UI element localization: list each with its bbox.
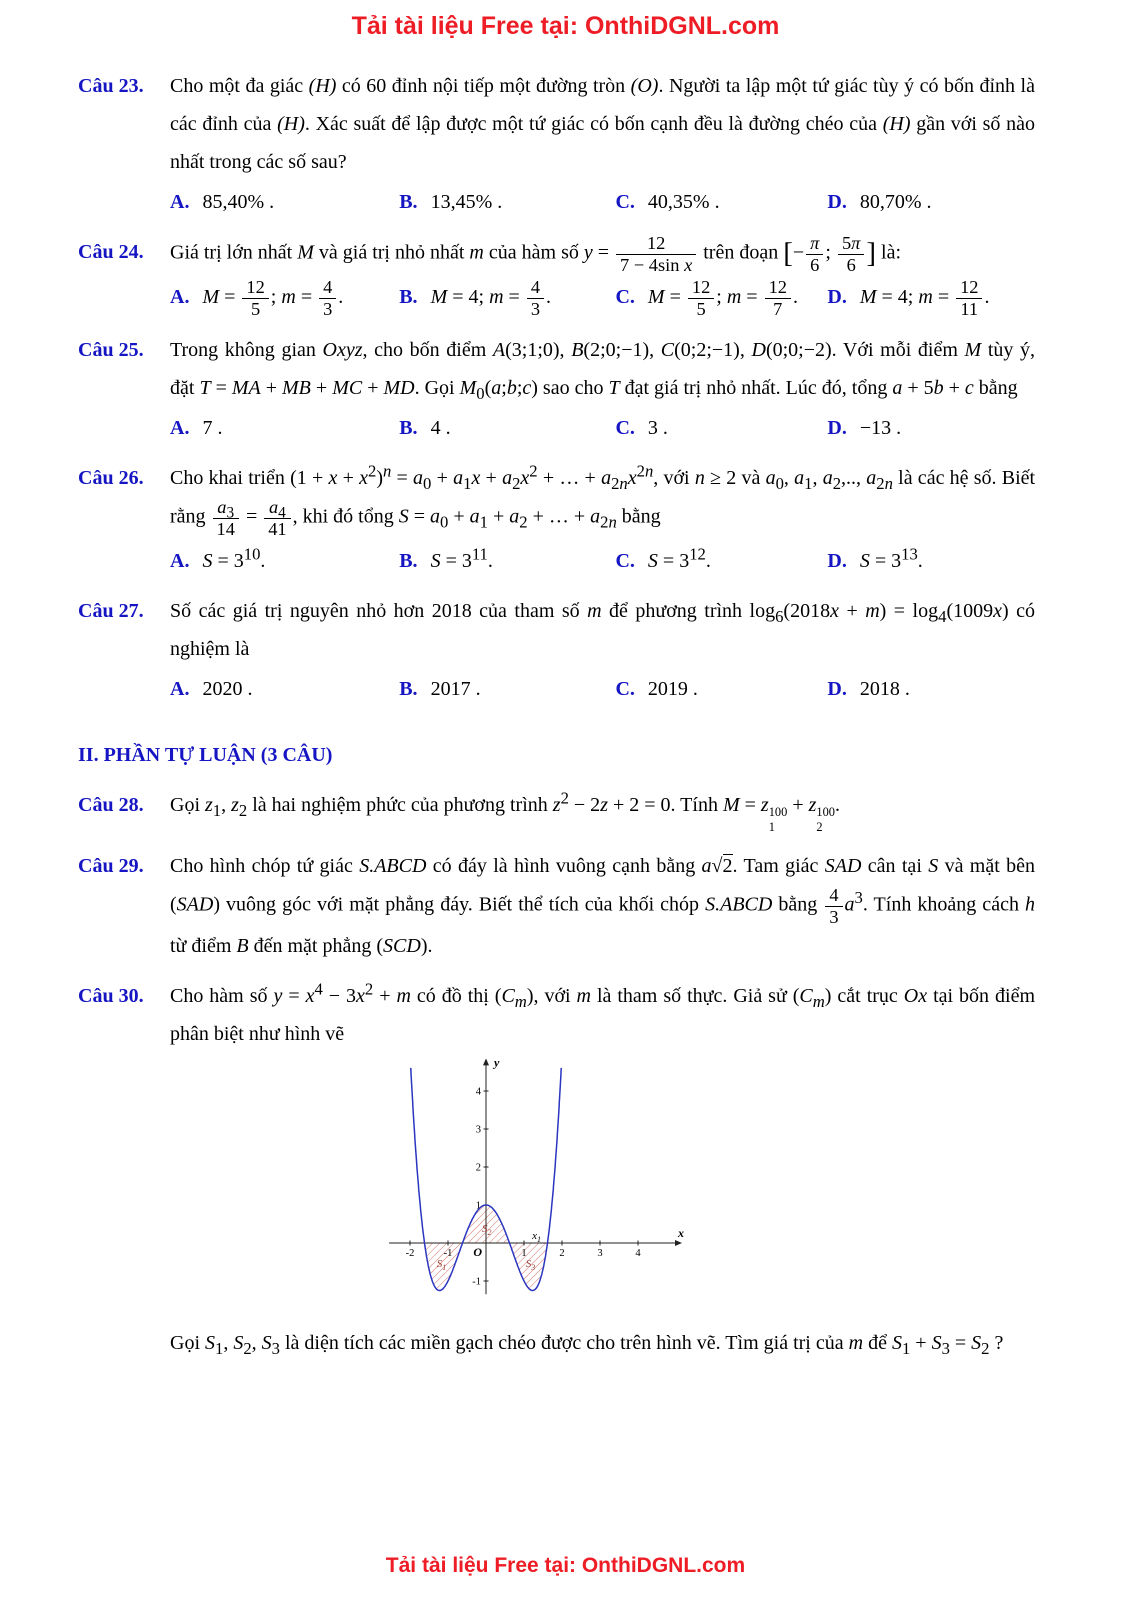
option-value: M = $\frac{12}{5}$ ; m = $\frac{12}{7}$ . [647,277,798,319]
question-23-label: Câu 23. [78,75,144,97]
question-26-options [170,542,1035,580]
question-26-option-B [399,542,615,580]
svg-text:4: 4 [475,1086,481,1098]
question-27 [78,592,1035,708]
question-25 [78,331,1035,447]
question-24-option-B [399,277,615,319]
option-value: 2020 . [202,677,253,700]
question-30-label: Câu 30. [78,985,144,1008]
question-24-body [170,233,1035,319]
question-28 [78,786,1035,835]
option-letter: C. [615,677,635,700]
option-value: M = 4; m = $\frac{4}{3}$ . [430,277,552,319]
option-value: $S = 3^{12}$. [647,544,711,572]
option-letter: D. [827,417,847,440]
section-title-tu-luan: II. PHẦN TỰ LUẬN (3 CÂU) [78,743,333,766]
option-value: 2019 . [647,677,698,700]
svg-text:1: 1 [475,1200,481,1212]
question-25-option-A [170,409,399,447]
option-letter: B. [399,549,418,572]
question-25-option-D [827,409,1035,447]
svg-text:S3: $S_3$ [525,1257,535,1272]
option-value: 2017 . [430,677,481,700]
question-26-text: Cho khai triển $(1 + x + x^2)^n = a_0 + a_1x + a_2x^2$ + … + $a_{2n}x^{2n}$, với n ≥ 2 và $a_0$, $a_1$, $a_2$,.., $a_{2n}$ là các hệ số. Biết rằng $\frac{a_3}{14}$ = $\frac{a_4}{41}$ , khi đó tổng $S = a_0 + a_1 + a_2$ + … + $a_{2n}$ bằng [170,461,1036,540]
option-letter: D. [827,549,847,572]
svg-text:S2: $S_2$ [481,1223,492,1238]
question-27-options [170,670,1035,708]
question-23-option-C [615,183,827,221]
question-27-body [170,592,1035,708]
option-letter: A. [170,285,190,308]
svg-text:y: y [493,1059,499,1070]
quartic-graph [383,1059,713,1305]
question-24 [78,233,1035,319]
option-value: 2018 . [859,677,910,700]
option-value: 85,40% . [202,191,275,213]
option-value: 3 . [647,417,668,440]
option-letter: B. [399,677,418,700]
svg-text:S1: $S_1$ [436,1257,446,1272]
svg-text:-1: -1 [471,1276,481,1288]
question-30-figure [170,1059,1035,1318]
question-24-option-A [170,277,399,319]
option-value: $S = 3^{11}$. [430,544,493,572]
option-letter: B. [399,191,418,213]
question-28-text: Gọi $z_1$, $z_2$ là hai nghiệm phức của phương trình $z^2 - 2z + 2 = 0$. Tính M = z 100 1 + z 100 2 . [170,788,840,835]
question-28-body [170,786,1035,835]
question-25-label: Câu 25. [78,339,144,362]
question-29 [78,847,1035,965]
option-value: M = 4; m = $\frac{12}{11}$ . [859,277,990,319]
option-letter: A. [170,417,190,440]
question-26 [78,459,1035,579]
svg-text:x: x [677,1226,684,1241]
option-value: 4 . [430,417,451,440]
question-29-body [170,847,1035,965]
option-letter: D. [827,285,847,308]
question-25-options [170,409,1035,447]
option-letter: C. [615,191,635,213]
question-30-text: Cho hàm số $y = x^4 - 3x^2 + m$ có đồ thị $(C_m)$, với m là tham số thực. Giả sử $(C_m)$ cắt trục Ox tại bốn điểm phân biệt như hình vẽ [170,979,1035,1046]
question-25-option-B [399,409,615,447]
svg-text:x1: $x_1$ [531,1230,541,1245]
footer-banner: Tải tài liệu Free tại: OnthiDGNL.com [385,1554,746,1577]
question-29-text: Cho hình chóp tứ giác S.ABCD có đáy là hình vuông cạnh bằng a√2. Tam giác SAD cân tại S và mặt bên (SAD) vuông góc với mặt phẳng đáy. Biết thể tích của khối chóp S.ABCD bằng $\frac{4}{3}$ $a^3$. Tính khoảng cách h từ điểm B đến mặt phẳng (SCD). [170,854,1035,958]
option-value: M = $\frac{12}{5}$ ; m = $\frac{4}{3}$ . [202,277,344,319]
option-letter: A. [170,191,190,213]
question-26-label: Câu 26. [78,467,144,490]
question-27-option-A [170,670,399,708]
content-area [0,67,1131,1362]
question-24-text: Giá trị lớn nhất M và giá trị nhỏ nhất m của hàm số y = $\frac{12}{\text{7 − 4sin x}}$ trên đoạn [− $\frac{\pi}{6}$ ; $\frac{5\pi}{6}$ ] là: [170,233,902,275]
svg-text:-1: -1 [443,1248,452,1260]
question-23-body [170,67,1035,221]
question-30-text-after: Gọi $S_1$, $S_2$, $S_3$ là diện tích các miền gạch chéo được cho trên hình vẽ. Tìm giá trị của m để $S_1 + S_3 = S_2$ ? [170,1332,1004,1359]
question-28-label: Câu 28. [78,793,144,816]
question-23-option-D [827,183,1035,221]
question-25-option-C [615,409,827,447]
option-letter: B. [399,285,418,308]
option-letter: A. [170,549,190,572]
question-25-text: Trong không gian Oxyz, cho bốn điểm A(3;1;0), B(2;0;−1), C(0;2;−1), D(0;0;−2). Với mỗi điểm M tùy ý, đặt T = MA + MB + MC + MD. Gọi $M_0(a;b;c)$ sao cho T đạt giá trị nhỏ nhất. Lúc đó, tổng a + 5b + c bằng [170,339,1036,404]
question-24-label: Câu 24. [78,241,144,263]
option-letter: C. [615,549,635,572]
option-value: −13 . [859,417,902,440]
svg-text:-2: -2 [405,1248,414,1260]
option-letter: A. [170,677,190,700]
option-value: $S = 3^{10}$. [202,544,266,572]
question-26-option-D [827,542,1035,580]
question-23-option-A [170,183,399,221]
question-25-body [170,331,1035,447]
question-26-option-C [615,542,827,580]
question-23-text: Cho một đa giác (H) có 60 đỉnh nội tiếp một đường tròn (O). Người ta lập một tứ giác tùy ý có bốn đỉnh là các đỉnh của (H). Xác suất để lập được một tứ giác có bốn cạnh đều là đường chéo của (H) gần với số nào nhất trong các số sau? [170,75,1036,173]
option-letter: C. [615,285,635,308]
question-26-body [170,459,1035,579]
svg-text:3: 3 [475,1124,481,1136]
option-letter: C. [615,417,635,440]
question-23-options [170,183,1035,221]
question-23-option-B [399,183,615,221]
question-26-option-A [170,542,399,580]
question-27-option-C [615,670,827,708]
header-banner: Tải tài liệu Free tại: OnthiDGNL.com [351,12,780,40]
question-30 [78,977,1035,1362]
y-axis-arrow [483,1059,489,1065]
option-value: 13,45% . [430,191,503,213]
question-30-body [170,977,1035,1362]
option-value: 7 . [202,417,223,440]
svg-text:2: 2 [558,1248,565,1260]
svg-text:2: 2 [475,1162,481,1174]
option-letter: B. [399,417,418,440]
question-27-option-B [399,670,615,708]
option-letter: D. [827,677,847,700]
question-29-label: Câu 29. [78,854,144,877]
question-27-label: Câu 27. [78,599,144,622]
question-27-text: Số các giá trị nguyên nhỏ hơn 2018 của tham số m để phương trình $\log_6(2018x + m) = \log_4(1009x)$ có nghiệm là [170,599,1036,660]
option-letter: D. [827,191,847,213]
option-value: 40,35% . [647,191,720,213]
svg-text:O: O [472,1245,482,1260]
question-27-option-D [827,670,1035,708]
question-24-options [170,277,1035,319]
option-value: $S = 3^{13}$. [859,544,923,572]
option-value: 80,70% . [859,191,932,213]
question-24-option-D [827,277,1035,319]
svg-text:1: 1 [520,1248,527,1260]
question-24-option-C [615,277,827,319]
question-23 [78,67,1035,221]
svg-text:4: 4 [634,1248,641,1260]
x-axis-arrow [675,1240,682,1246]
svg-text:3: 3 [596,1248,603,1260]
